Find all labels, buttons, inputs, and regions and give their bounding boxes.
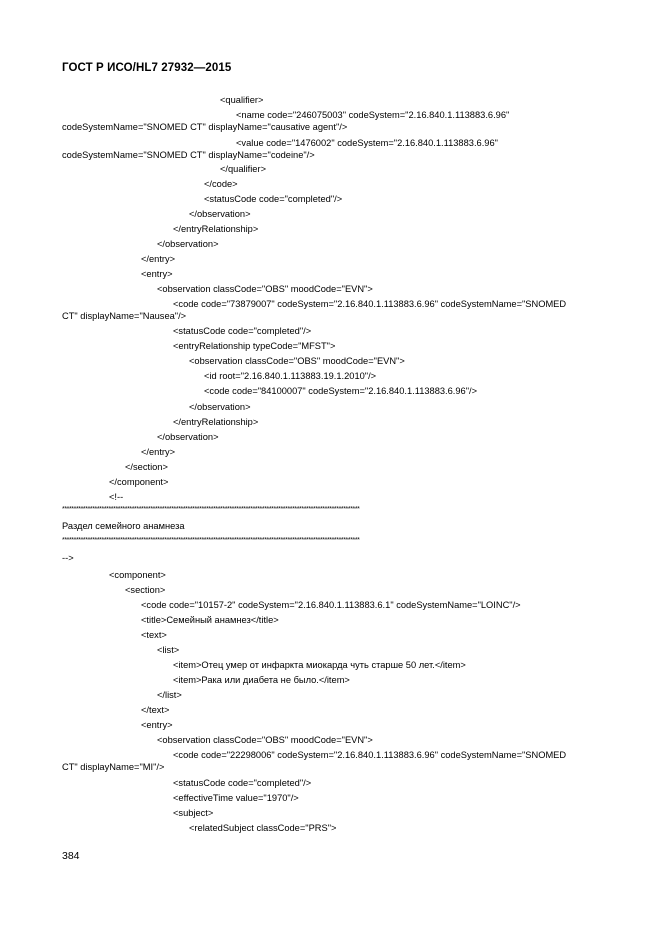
code-line: <text> [141, 630, 167, 640]
code-line: <entry> [141, 269, 173, 279]
code-line: <value code="1476002" codeSystem="2.16.840.1.113883.6.96" [236, 138, 498, 148]
code-line: </observation> [157, 239, 219, 249]
code-line: <code code="10157-2" codeSystem="2.16.840.1.113883.6.1" codeSystemName="LOINC"/> [141, 600, 521, 610]
code-line: </component> [109, 477, 169, 487]
code-line: <entryRelationship typeCode="MFST"> [173, 341, 336, 351]
code-line: <title>Семейный анамнез</title> [141, 615, 279, 625]
code-line: <code code="22298006" codeSystem="2.16.840.1.113883.6.96" codeSystemName="SNOMED [173, 750, 567, 760]
code-line: </entry> [141, 254, 176, 264]
code-line: <effectiveTime value="1970"/> [173, 793, 299, 803]
code-line: <relatedSubject classCode="PRS"> [189, 823, 337, 833]
document-header: ГОСТ Р ИСО/HL7 27932—2015 [62, 62, 232, 74]
code-line: <component> [109, 570, 166, 580]
section-comment-title: Раздел семейного анамнеза [62, 521, 185, 531]
code-line: codeSystemName="SNOMED CT" displayName="codeine"/> [62, 150, 315, 160]
code-line: </text> [141, 705, 170, 715]
code-line: <qualifier> [220, 95, 264, 105]
code-line: </entryRelationship> [173, 224, 259, 234]
code-line: CT" displayName="MI"/> [62, 762, 165, 772]
code-line: CT" displayName="Nausea"/> [62, 311, 187, 321]
page-number: 384 [62, 850, 80, 862]
code-line: </list> [157, 690, 182, 700]
code-line: </qualifier> [220, 164, 266, 174]
code-line: </code> [204, 179, 238, 189]
code-line: <statusCode code="completed"/> [173, 326, 312, 336]
code-line: <observation classCode="OBS" moodCode="EVN"> [157, 284, 373, 294]
code-line: <statusCode code="completed"/> [204, 194, 343, 204]
code-line: <item>Отец умер от инфаркта миокарда чуть старше 50 лет.</item> [173, 660, 466, 670]
code-line: </entryRelationship> [173, 417, 259, 427]
code-line: <statusCode code="completed"/> [173, 778, 312, 788]
code-line: </observation> [157, 432, 219, 442]
code-comment-open: <!-- [109, 492, 124, 502]
code-line: </observation> [189, 209, 251, 219]
code-line: <id root="2.16.840.1.113883.19.1.2010"/> [204, 371, 377, 381]
code-line: <list> [157, 645, 180, 655]
code-line: </section> [125, 462, 168, 472]
asterisk-divider: ******************************************************************************************************************************** [62, 537, 360, 544]
code-line: <subject> [173, 808, 214, 818]
code-line: <code code="73879007" codeSystem="2.16.840.1.113883.6.96" codeSystemName="SNOMED [173, 299, 567, 309]
asterisk-divider: ******************************************************************************************************************************** [62, 506, 360, 513]
code-line: </entry> [141, 447, 176, 457]
code-comment-close: --> [62, 553, 74, 563]
code-line: <name code="246075003" codeSystem="2.16.840.1.113883.6.96" [236, 110, 510, 120]
code-line: <code code="84100007" codeSystem="2.16.840.1.113883.6.96"/> [204, 386, 478, 396]
code-line: codeSystemName="SNOMED CT" displayName="causative agent"/> [62, 122, 348, 132]
code-line: <observation classCode="OBS" moodCode="EVN"> [189, 356, 405, 366]
code-line: <section> [125, 585, 166, 595]
code-line: </observation> [189, 402, 251, 412]
code-line: <observation classCode="OBS" moodCode="EVN"> [157, 735, 373, 745]
code-line: <item>Рака или диабета не было.</item> [173, 675, 350, 685]
code-line: <entry> [141, 720, 173, 730]
